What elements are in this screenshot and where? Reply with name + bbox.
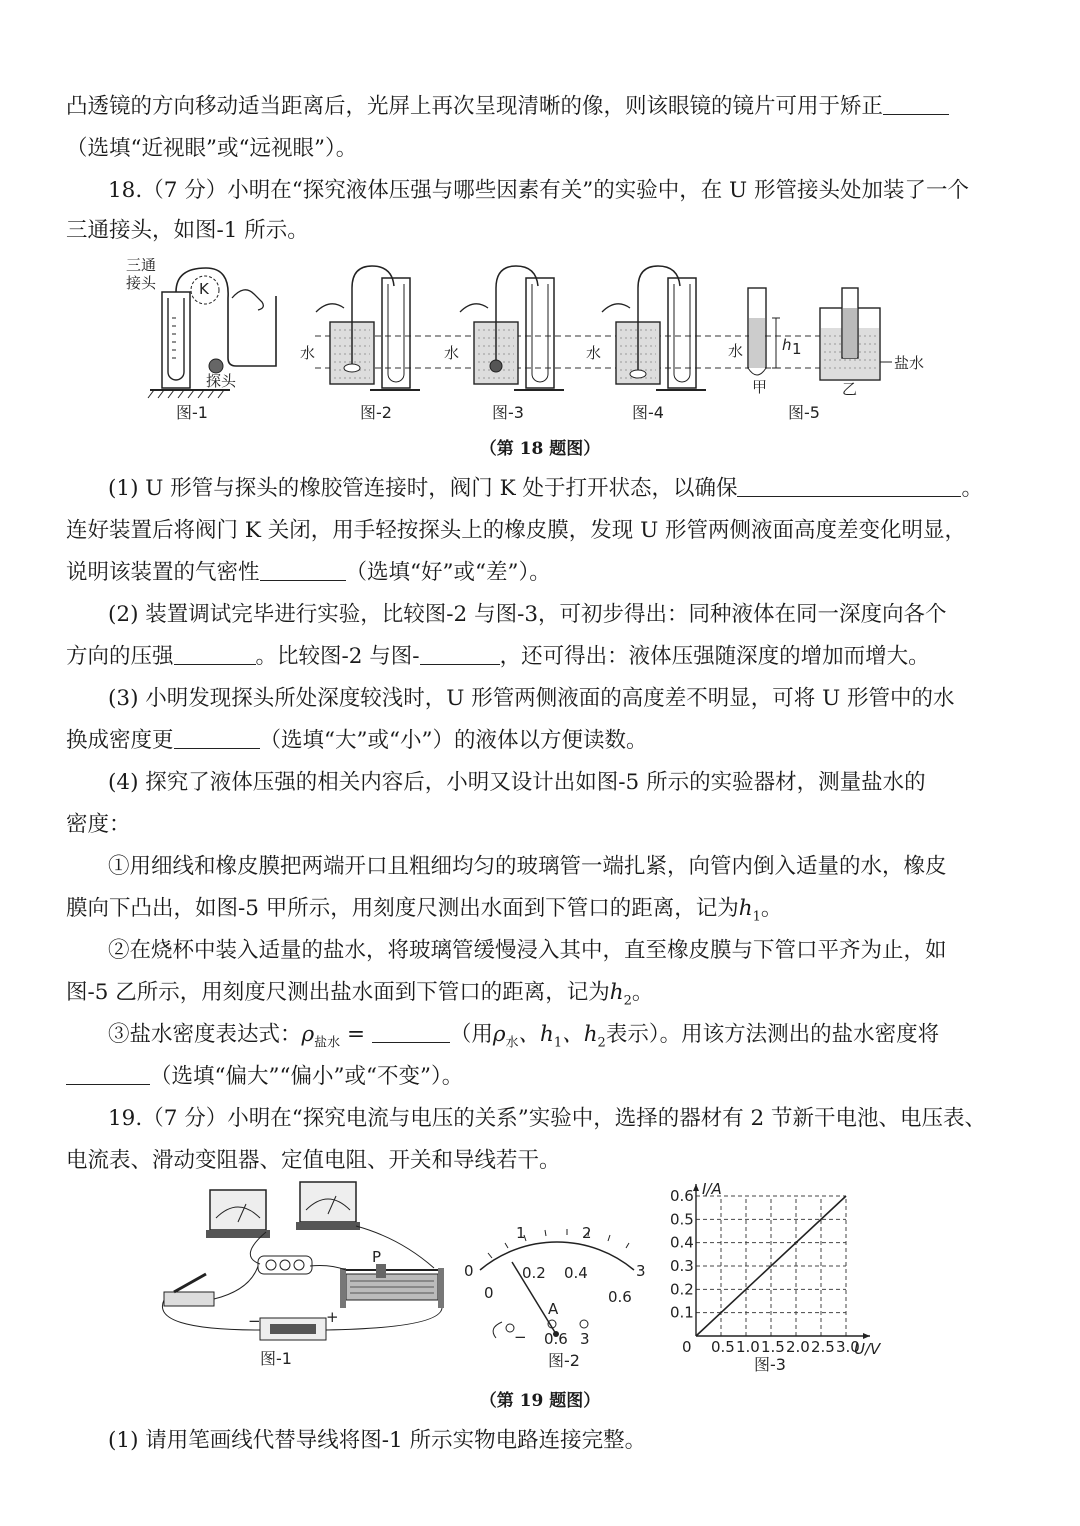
text-line: 密度： [66, 812, 131, 837]
figure-19-2 [464, 1224, 646, 1370]
figure-19-3-chart [670, 1180, 882, 1374]
tee-label: 接头 [126, 274, 157, 292]
water-label: 水 [728, 342, 744, 360]
text-line: （选填“近视眼”或“远视眼”）。 [66, 136, 358, 161]
x-axis-arrow [863, 1333, 870, 1339]
probe-label: 探头 [206, 372, 237, 390]
meter-bottom-tick: 0.4 [564, 1264, 588, 1282]
figure-19-caption: （第 19 题图） [479, 1391, 601, 1411]
water-label: 水 [586, 344, 602, 362]
answer-blank[interactable] [66, 1064, 150, 1085]
fig-caption: 图-3 [754, 1355, 786, 1374]
question-18-stem: 18.（7 分）小明在“探究液体压强与哪些因素有关”的实验中，在 U 形管接头处加装了一个 [108, 178, 969, 203]
y-tick-label: 0.4 [670, 1233, 694, 1252]
text-line: (1) U 形管与探头的橡胶管连接时，阀门 K 处于打开状态，以确保 。 [108, 476, 983, 501]
valve-label: K [199, 280, 209, 298]
fig-caption: 图-2 [548, 1351, 580, 1370]
fig-caption: 图-5 [788, 403, 820, 422]
answer-blank[interactable] [420, 644, 500, 665]
text-line: 换成密度更 （选填“大”或“小”）的液体以方便读数。 [66, 728, 648, 753]
answer-blank[interactable] [737, 476, 961, 497]
y-tick-label: 0.3 [670, 1257, 694, 1275]
x-tick-label: 2.0 [786, 1338, 810, 1356]
figure-19 [150, 1178, 910, 1378]
text-line: ①用细线和橡皮膜把两端开口且粗细均匀的玻璃管一端扎紧，向管内倒入适量的水，橡皮 [108, 854, 947, 879]
fig-caption: 图-4 [632, 403, 664, 422]
battery-plus: + [326, 1308, 339, 1326]
text-line: 膜向下凸出，如图-5 甲所示，用刻度尺测出水面到下管口的距离，记为$h_1$。 [66, 896, 783, 925]
text-line: 图-5 乙所示，用刻度尺测出盐水面到下管口的距离，记为$h_2$。 [66, 980, 654, 1009]
battery-minus: − [248, 1312, 261, 1330]
x-tick-label: 0 [682, 1338, 692, 1356]
fig-caption: 图-2 [360, 403, 392, 422]
answer-blank[interactable] [174, 644, 256, 665]
terminal-label: 0.6 [544, 1330, 568, 1348]
text-line: （选填“偏大”“偏小”或“不变”）。 [66, 1062, 1014, 1092]
text-line: 三通接头，如图-1 所示。 [66, 218, 309, 243]
text-line: (1) 请用笔画线代替导线将图-1 所示实物电路连接完整。 [108, 1428, 647, 1453]
answer-blank[interactable] [260, 560, 346, 581]
meter-top-tick: 3 [636, 1262, 646, 1280]
figure-18-1 [126, 258, 276, 422]
meter-top-tick: 0 [464, 1262, 474, 1280]
text-line: 连好装置后将阀门 K 关闭，用手轻按探头上的橡皮膜，发现 U 形管两侧液面高度差变化明显， [66, 518, 967, 543]
x-tick-label: 2.5 [811, 1338, 835, 1356]
fig-caption: 图-3 [492, 403, 524, 422]
y-tick-label: 0.2 [670, 1280, 694, 1299]
slider-label: P [372, 1248, 382, 1266]
text-line: (3) 小明发现探头所处深度较浅时，U 形管两侧液面的高度差不明显，可将 U 形管中的水 [108, 686, 955, 711]
figure-18-4 [586, 266, 706, 422]
x-tick-label: 3.0 [836, 1338, 860, 1356]
text-line: 电流表、滑动变阻器、定值电阻、开关和导线若干。 [66, 1148, 561, 1173]
text-line: ②在烧杯中装入适量的盐水，将玻璃管缓慢浸入其中，直至橡皮膜与下管口平齐为止，如 [108, 938, 947, 963]
y-tick-label: 0.5 [670, 1210, 694, 1229]
y-axis-label: I/A [702, 1180, 722, 1198]
text-line: 说明该装置的气密性 （选填“好”或“差”）。 [66, 560, 551, 585]
saltwater-label: 盐水 [894, 354, 925, 372]
text-line: (2) 装置调试完毕进行实验，比较图-2 与图-3，可初步得出：同种液体在同一深度向各个 [108, 602, 947, 627]
x-tick-label: 1.5 [761, 1338, 785, 1356]
h1-sub: 1 [792, 340, 802, 358]
text-line: (4) 探究了液体压强的相关内容后，小明又设计出如图-5 所示的实验器材，测量盐水的 [108, 770, 926, 795]
y-tick-label: 0.1 [670, 1303, 694, 1322]
answer-blank[interactable] [883, 94, 949, 115]
water-label: 水 [444, 344, 460, 362]
figure-18-2 [300, 266, 420, 422]
yi-label: 乙 [842, 380, 858, 398]
x-tick-label: 0.5 [711, 1338, 735, 1356]
fig-caption: 图-1 [176, 403, 208, 422]
text-line: 凸透镜的方向移动适当距离后，光屏上再次呈现清晰的像，则该眼镜的镜片可用于矫正 [66, 92, 1014, 122]
meter-bottom-tick: 0 [484, 1284, 494, 1302]
meter-bottom-tick: 0.2 [522, 1264, 546, 1282]
figure-18-caption: （第 18 题图） [479, 439, 601, 459]
answer-blank[interactable] [372, 1022, 450, 1043]
question-19-stem: 19.（7 分）小明在“探究电流与电压的关系”实验中，选择的器材有 2 节新干电池、电压表、 [108, 1106, 987, 1131]
fig-caption: 图-1 [260, 1349, 292, 1368]
text-line: 方向的压强 。比较图-2 与图- ，还可得出：液体压强随深度的增加而增大。 [66, 644, 930, 669]
meter-top-tick: 1 [516, 1224, 526, 1242]
y-axis-arrow [693, 1184, 699, 1191]
figure-18-3 [444, 266, 564, 422]
text-line: ③盐水密度表达式：$\rho_{盐水}$ = （用$\rho_水$、$h_1$、$h_2$表示）。用该方法测出的盐水密度将 [108, 1022, 940, 1051]
h1-label: h [782, 336, 792, 354]
water-label: 水 [300, 344, 316, 362]
figure-19-1 [162, 1182, 444, 1368]
figure-18 [120, 258, 940, 430]
x-axis-label: U/V [854, 1340, 881, 1358]
meter-unit: A [548, 1300, 559, 1318]
figure-18-5 [728, 288, 924, 422]
meter-bottom-tick: 0.6 [608, 1288, 632, 1306]
tee-label: 三通 [126, 258, 157, 274]
y-tick-label: 0.6 [670, 1187, 694, 1205]
jia-label: 甲 [752, 378, 768, 396]
x-tick-label: 1.0 [736, 1338, 760, 1356]
terminal-label: − [514, 1328, 527, 1346]
meter-top-tick: 2 [582, 1224, 592, 1242]
terminal-label: 3 [580, 1330, 590, 1348]
answer-blank[interactable] [174, 728, 260, 749]
